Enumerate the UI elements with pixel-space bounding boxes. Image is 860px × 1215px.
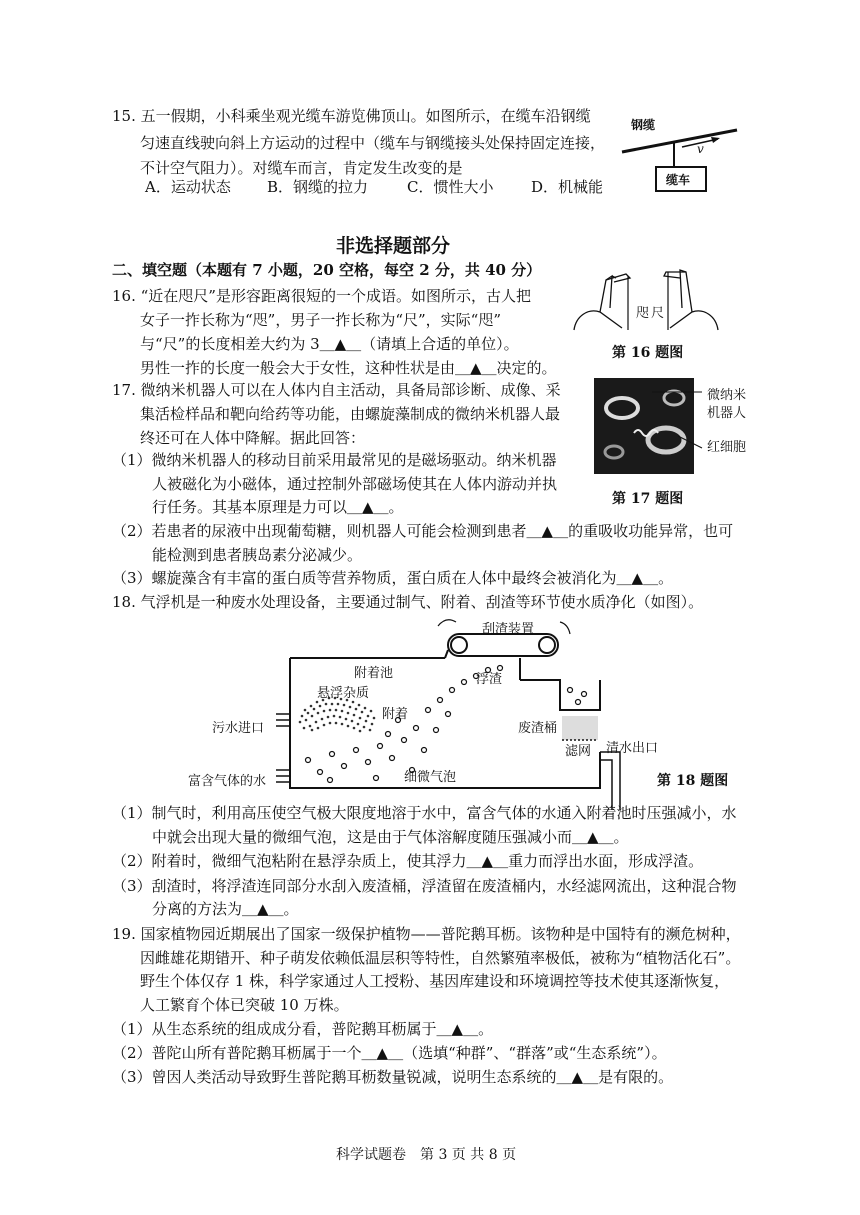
suspended-impurities: [299, 697, 376, 733]
q18-caption: 第 18 题图: [657, 773, 729, 789]
waste-bin-water: [562, 716, 598, 740]
q15-line-2: 匀速直线驶向斜上方运动的过程中（缆车与钢缆接头处保持固定连接，: [140, 134, 606, 152]
q16-line-1: 16. “近在咫尺”是形容距离很短的一个成语。如图所示，古人把: [112, 287, 531, 305]
q18-s3-line-2: 分离的方法为＿▲＿。: [152, 900, 299, 918]
q18-fig-gas-water-label: 富含气体的水: [188, 774, 267, 789]
q17-caption: 第 17 题图: [612, 491, 684, 507]
q18-fig-filter-label: 滤网: [565, 744, 592, 759]
section-title: 非选择题部分: [336, 235, 451, 257]
q19-s1: （1）从生态系统的组成成分看，普陀鹅耳枥属于＿▲＿。: [112, 1020, 494, 1038]
part2-heading: 二、填空题（本题有 7 小题，20 空格，每空 2 分，共 40 分）: [112, 261, 542, 279]
q17-s2-line-1: （2）若患者的尿液中出现葡萄糖，则机器人可能会检测到患者＿▲＿的重吸收功能异常，也可: [112, 522, 734, 540]
q18-fig-scraper-label: 刮渣装置: [482, 622, 535, 637]
q17-line-3: 终还可在人体中降解。据此回答：: [140, 429, 366, 447]
scraper-roller-right: [539, 637, 555, 653]
right-hand-drawing: [670, 270, 718, 330]
q18-line-1: 18. 气浮机是一种废水处理设备，主要通过制气、附着、刮渣等环节使水质净化（如图）。: [112, 593, 704, 611]
q18-fig-suspended-label: 悬浮杂质: [317, 686, 370, 701]
q15-option-c: C．惯性大小: [407, 178, 494, 196]
q18-fig-inlet-label: 污水进口: [212, 721, 265, 736]
q18-fig-attach-label: 附着: [382, 707, 409, 722]
q18-s3-line-1: （3）刮渣时，将浮渣连同部分水刮入废渣桶，浮渣留在废渣桶内，水经滤网流出，这种混合物: [112, 877, 737, 895]
q19-s2: （2）普陀山所有普陀鹅耳枥属于一个＿▲＿（选填“种群”、“群落”或“生态系统”）。: [112, 1044, 667, 1062]
q15-line-3: 不计空气阻力）。对缆车而言，肯定发生改变的是: [140, 159, 463, 177]
q18-s2-line-1: （2）附着时，微细气泡粘附在悬浮杂质上，使其浮力＿▲＿重力而浮出水面，形成浮渣。: [112, 852, 704, 870]
q19-s3: （3）曾因人类活动导致野生普陀鹅耳枥数量锐减，说明生态系统的＿▲＿是有限的。: [112, 1068, 674, 1086]
q17-s2-line-2: 能检测到患者胰岛素分泌减少。: [152, 546, 363, 564]
q18-fig-waste-bin-label: 废渣桶: [518, 721, 558, 736]
q19-line-2: 因雌雄花期错开、种子萌发依赖低温层积等特性，自然繁殖率极低，被称为“植物活化石”。: [140, 949, 741, 967]
q17-s1-line-2: 人被磁化为小磁体，通过控制外部磁场使其在人体内游动并执: [152, 475, 558, 493]
sewage-inlet: [276, 714, 290, 726]
q17-s1-line-1: （1）微纳米机器人的移动目前采用最常见的是磁场驱动。纳米机器: [112, 451, 557, 469]
q15-fig-cable-label: 钢缆: [631, 118, 656, 132]
q15-option-d: D．机械能: [531, 178, 604, 196]
q18-fig-bubbles-label: 细微气泡: [404, 770, 457, 785]
page-footer: 科学试题卷 第 3 页 共 8 页: [336, 1147, 517, 1163]
q18-s1-line-1: （1）制气时，利用高压使空气极大限度地溶于水中，富含气体的水通入附着池时压强减小，水: [112, 804, 737, 822]
q18-fig-scum-label: 浮渣: [476, 672, 503, 687]
q15-fig-v-label: v: [697, 142, 704, 156]
q17-fig-label-rbc: 红细胞: [707, 440, 747, 455]
q17-line-1: 17. 微纳米机器人可以在人体内自主活动，具备局部诊断、成像、采: [112, 381, 561, 399]
q17-s3-line-1: （3）螺旋藻含有丰富的蛋白质等营养物质，蛋白质在人体中最终会被消化为＿▲＿。: [112, 569, 674, 587]
q17-s1-line-3: 行任务。其基本原理是力可以＿▲＿。: [152, 498, 404, 516]
clear-water-outlet-pipe: [600, 752, 620, 810]
velocity-arrowhead: [711, 137, 720, 143]
q16-fig-zhi-label: 咫: [636, 306, 650, 321]
left-hand-drawing: [574, 276, 622, 330]
q17-line-2: 集活检样品和靶向给药等功能，由螺旋藻制成的微纳米机器人最: [140, 405, 561, 423]
q19-line-1: 19. 国家植物园近期展出了国家一级保护植物——普陀鹅耳枥。该物种是中国特有的濒危树种，: [112, 925, 741, 943]
q16-line-2: 女子一拃长称为“咫”，男子一拃长称为“尺”，实际“咫”: [140, 311, 502, 329]
gas-water-inlet: [276, 770, 290, 782]
q15-fig-car-label: 缆车: [666, 173, 691, 187]
q16-line-3: 与“尺”的长度相差大约为 3＿▲＿（请填上合适的单位）。: [140, 335, 519, 353]
q15-option-a: A．运动状态: [145, 178, 231, 196]
q15-option-b: B．钢缆的拉力: [267, 178, 369, 196]
q19-line-4: 人工繁育个体已突破 10 万株。: [140, 996, 349, 1014]
scraper-roller-left: [451, 637, 467, 653]
q16-line-4: 男性一拃的长度一般会大于女性，这种性状是由＿▲＿决定的。: [140, 359, 557, 377]
steel-cable-line: [622, 130, 737, 152]
q19-line-3: 野生个体仅存 1 株，科学家通过人工授粉、基因库建设和环境调控等技术使其逐渐恢复，: [140, 972, 730, 990]
q15-line-1: 15. 五一假期，小科乘坐观光缆车游览佛顶山。如图所示，在缆车沿钢缆: [112, 107, 591, 125]
q18-fig-tank-label: 附着池: [354, 666, 394, 681]
q18-fig-outlet-label: 清水出口: [606, 741, 659, 756]
waste-bin-wall: [520, 680, 600, 710]
q17-fig-label-robot-1: 微纳米: [707, 388, 747, 403]
q16-caption: 第 16 题图: [612, 345, 684, 361]
q16-fig-chi-label: 尺: [651, 306, 665, 321]
q18-s1-line-2: 中就会出现大量的微细气泡，这是由于气体溶解度随压强减小而＿▲＿。: [152, 828, 629, 846]
scraper-belt: [448, 634, 558, 656]
q17-fig-label-robot-2: 机器人: [707, 406, 747, 421]
